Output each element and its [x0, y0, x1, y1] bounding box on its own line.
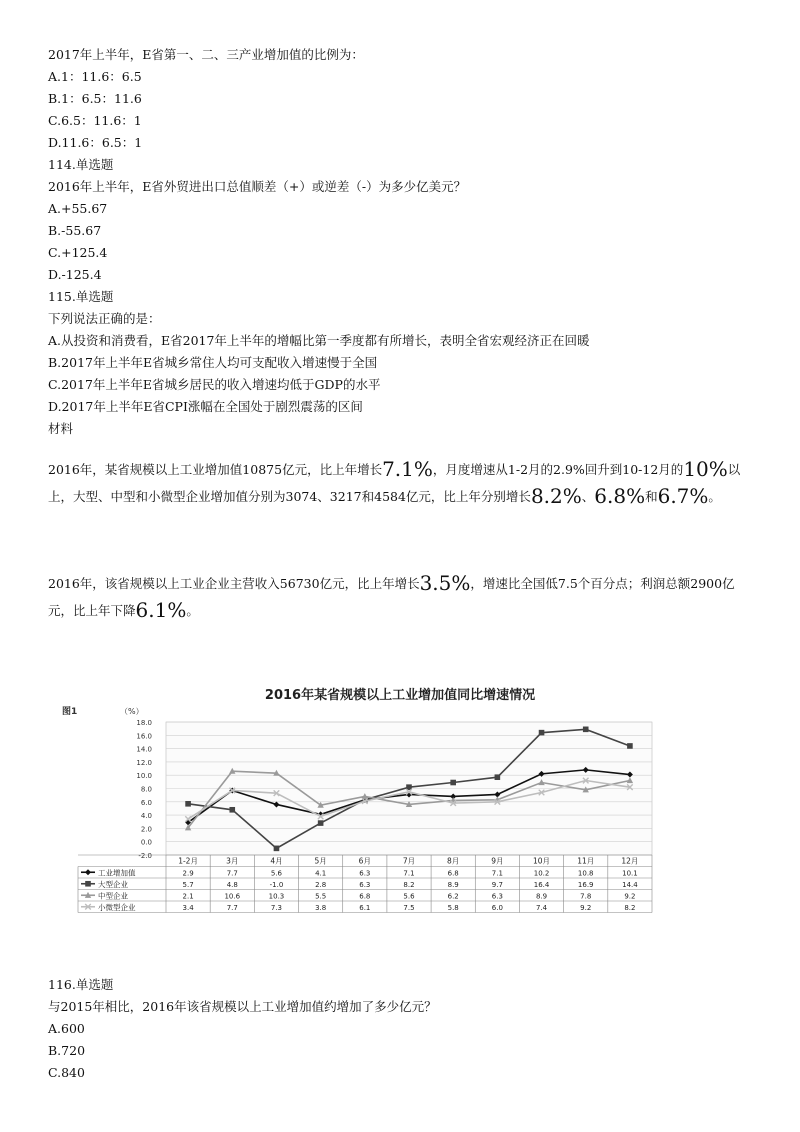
data-label: 6.0 [491, 903, 503, 912]
data-label: 6.8 [359, 892, 371, 901]
x-tick-label: 10月 [533, 856, 551, 866]
data-label: 7.1 [491, 869, 503, 878]
data-label: 7.7 [226, 869, 238, 878]
data-label: 16.4 [533, 880, 550, 889]
q116-option-b: B.720 [48, 1043, 86, 1058]
data-point [185, 801, 191, 807]
data-label: 3.8 [315, 903, 327, 912]
material-paragraph-1 [48, 456, 753, 510]
para1-text-1: 2016年，某省规模以上工业增加值10875亿元，比上年增长 [48, 462, 383, 477]
q115-stem: 下列说法正确的是： [48, 311, 161, 326]
para1-text-5: 和 [645, 489, 658, 504]
data-label: 9.2 [624, 892, 636, 901]
data-label: 10.3 [268, 892, 285, 901]
x-tick-label: 7月 [402, 856, 416, 866]
x-tick-label: 9月 [491, 856, 504, 866]
data-label: 8.9 [447, 880, 459, 889]
data-label: 2.9 [182, 869, 194, 878]
q115-option-d: D.2017年上半年E省CPI涨幅在全国处于剧烈震荡的区间 [48, 399, 363, 414]
x-tick-label: 4月 [270, 856, 283, 866]
data-label: 2.1 [182, 892, 194, 901]
data-label: -1.0 [269, 880, 284, 889]
data-label: 5.6 [270, 869, 283, 878]
figure-label: 图1 [62, 707, 78, 717]
data-label: 7.7 [226, 903, 238, 912]
data-label: 10.2 [533, 869, 550, 878]
y-tick-label: 12.0 [136, 758, 152, 767]
q116-stem: 与2015年相比，2016年该省规模以上工业增加值约增加了多少亿元？ [48, 999, 437, 1014]
q114-option-b: B.-55.67 [48, 223, 102, 238]
data-label: 6.3 [359, 869, 371, 878]
para2-text-2: ，增速比全国低7.5个百分点；利润总额2900亿元，比上年下降 [48, 576, 735, 618]
data-label: 4.1 [315, 869, 327, 878]
legend-marker [85, 869, 91, 875]
data-point [450, 780, 456, 786]
data-point [274, 846, 280, 852]
q114-stem: 2016年上半年，E省外贸进出口总值顺差（+）或逆差（-）为多少亿美元？ [48, 179, 467, 194]
para2-text-3: 。 [186, 603, 199, 618]
y-tick-label: 18.0 [136, 719, 152, 727]
data-label: 14.4 [622, 880, 638, 889]
data-label: 6.1 [359, 903, 371, 912]
q114-option-a: A.+55.67 [48, 201, 108, 216]
x-tick-label: 1-2月 [178, 856, 198, 866]
data-label: 7.3 [270, 903, 283, 912]
data-label: 7.4 [535, 903, 548, 912]
q116-option-c: C.840 [48, 1065, 85, 1080]
para2-text-1: 2016年，该省规模以上工业企业主营收入56730亿元，比上年增长 [48, 576, 420, 591]
y-tick-label: 16.0 [136, 732, 152, 741]
data-label: 10.8 [577, 869, 594, 878]
y-tick-label: 8.0 [140, 785, 152, 794]
data-point [627, 743, 633, 749]
x-tick-label: 8月 [447, 856, 460, 866]
data-label: 6.2 [447, 892, 459, 901]
x-tick-label: 11月 [577, 856, 595, 866]
para1-pct-4: 6.8% [594, 484, 646, 508]
q116-number: 116.单选题 [48, 977, 114, 992]
chart-title: 2016年某省规模以上工业增加值同比增速情况 [264, 688, 536, 703]
legend-label: 小微型企业 [98, 902, 136, 912]
data-label: 4.8 [226, 880, 238, 889]
data-label: 7.1 [403, 869, 415, 878]
para1-pct-3: 8.2% [530, 484, 582, 508]
para1-pct-1: 7.1% [382, 457, 433, 481]
data-label: 9.7 [491, 880, 503, 889]
q113-option-b: B.1：6.5：11.6 [48, 91, 142, 106]
para1-text-4: 、 [581, 489, 595, 504]
material-paragraph-2 [48, 570, 753, 624]
q114-option-c: C.+125.4 [48, 245, 108, 260]
data-label: 5.7 [182, 880, 194, 889]
y-unit-label: （%） [120, 707, 144, 716]
data-label: 8.9 [535, 892, 548, 901]
data-label: 6.3 [491, 892, 503, 901]
data-label: 5.8 [447, 903, 459, 912]
data-label: 3.4 [182, 903, 194, 912]
data-label: 2.8 [315, 880, 327, 889]
para1-pct-5: 6.7% [657, 484, 709, 508]
legend-label: 工业增加值 [98, 868, 136, 878]
x-tick-label: 12月 [621, 856, 639, 866]
legend-label: 中型企业 [98, 891, 128, 901]
q115-option-b: B.2017年上半年E省城乡常住人均可支配收入增速慢于全国 [48, 355, 378, 370]
data-label: 16.9 [577, 880, 594, 889]
q114-number: 114.单选题 [48, 157, 114, 172]
y-tick-label: 14.0 [136, 745, 152, 754]
data-point [318, 820, 324, 826]
y-tick-label: 6.0 [140, 798, 152, 807]
para1-text-3: 以上，大型、中型和小微型企业增加值分别为3074、3217和4584亿元，比上年分别增长 [48, 462, 741, 504]
data-label: 5.5 [315, 892, 327, 901]
legend-marker [85, 881, 91, 887]
x-tick-label: 6月 [358, 856, 371, 866]
material-label: 材料 [48, 421, 74, 436]
data-point [583, 727, 589, 733]
data-label: 7.8 [580, 892, 592, 901]
para1-pct-2: 10% [683, 457, 728, 481]
q116-option-a: A.600 [48, 1021, 85, 1036]
y-tick-label: -2.0 [138, 852, 152, 860]
data-point [229, 807, 235, 813]
y-tick-label: 2.0 [140, 825, 152, 834]
data-label: 10.1 [622, 869, 638, 878]
q114-option-d: D.-125.4 [48, 267, 102, 282]
q113-stem: 2017年上半年，E省第一、二、三产业增加值的比例为： [48, 47, 364, 62]
data-label: 7.5 [403, 903, 415, 912]
q113-option-c: C.6.5：11.6：1 [48, 113, 142, 128]
q115-option-a: A.从投资和消费看，E省2017年上半年的增幅比第一季度都有所增长，表明全省宏观经济正在回暖 [48, 333, 590, 348]
x-tick-label: 5月 [314, 856, 327, 866]
data-point [539, 730, 545, 736]
data-label: 6.3 [359, 880, 371, 889]
data-label: 6.8 [447, 869, 459, 878]
data-label: 9.2 [580, 903, 592, 912]
data-label: 5.6 [403, 892, 415, 901]
line-chart [0, 700, 800, 940]
q113-option-d: D.11.6：6.5：1 [48, 135, 143, 150]
q113-option-a: A.1：11.6：6.5 [48, 69, 142, 84]
y-tick-label: 10.0 [136, 772, 152, 781]
y-tick-label: 0.0 [140, 838, 152, 847]
y-tick-label: 4.0 [140, 812, 152, 821]
data-label: 10.6 [224, 892, 241, 901]
para2-pct-2: 6.1% [135, 598, 187, 622]
para1-text-2: ，月度增速从1-2月的2.9%回升到10-12月的 [432, 462, 684, 477]
legend-label: 大型企业 [98, 879, 128, 889]
para1-text-6: 。 [708, 489, 721, 504]
data-label: 8.2 [403, 880, 415, 889]
data-label: 8.2 [624, 903, 636, 912]
x-tick-label: 3月 [226, 856, 239, 866]
q115-number: 115.单选题 [48, 289, 114, 304]
q115-option-c: C.2017年上半年E省城乡居民的收入增速均低于GDP的水平 [48, 377, 381, 392]
para2-pct-1: 3.5% [419, 571, 471, 595]
data-point [495, 774, 501, 780]
